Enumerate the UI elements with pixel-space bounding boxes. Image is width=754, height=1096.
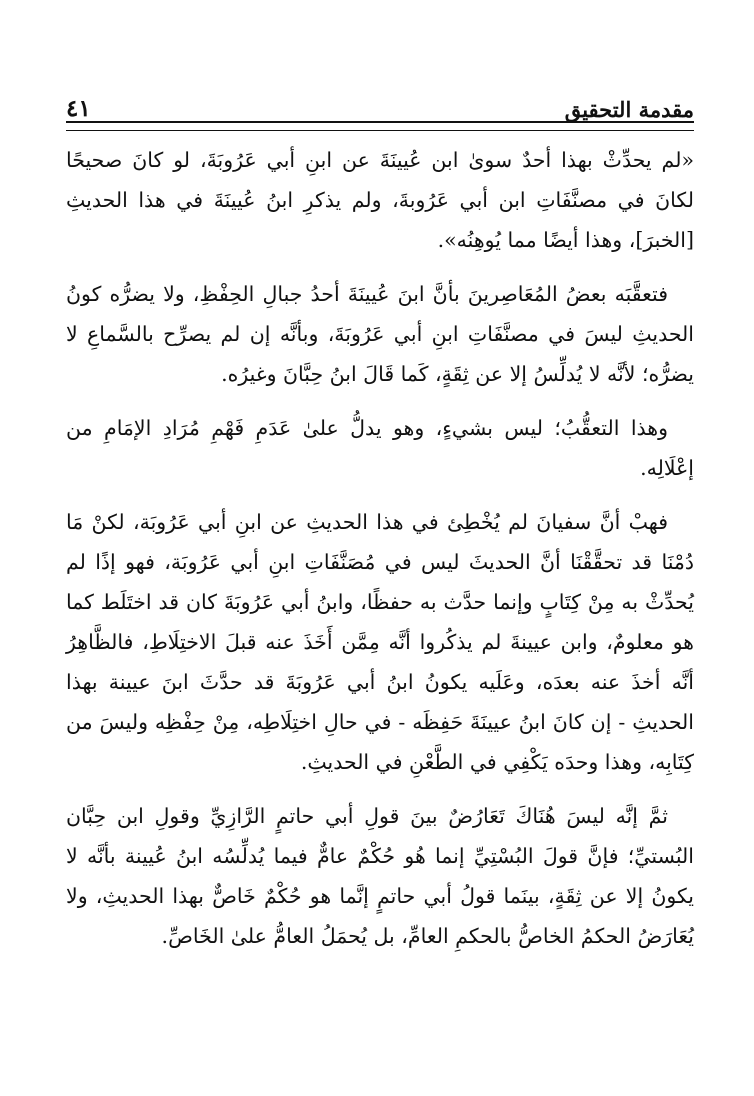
paragraph: وهذا التعقُّبُ؛ ليس بشيءٍ، وهو يدلُّ علىٰ عَدَمِ فَهْمِ مُرَادِ الإمَامِ من إعْلَالِه. (66, 416, 694, 480)
paragraph: ثمَّ إنَّه ليسَ هُنَاكَ تَعَارُضٌ بينَ قولِ أبي حاتمٍ الرَّازِيِّ وقولِ ابن حِبَّان البُستيِّ؛ فإنَّ قولَ البُسْتِيِّ إنما هُو حُكْمٌ عامٌّ فيما يُدلِّسُه ابنُ عُيينة بأنَّه لا يكونُ إلا عن ثِقَةٍ، بينَما قولُ أبي حاتمٍ إنَّما هو حُكْمٌ خَاصٌّ بهذا الحديثِ، ولا يُعَارَضُ الحكمُ الخاصُّ بالحكمِ العامِّ، بل يُحمَلُ العامُّ علىٰ الخَاصِّ. (66, 804, 694, 948)
paragraph-quote: «لم يحدِّثْ بهذا أحدٌ سوىٰ ابن عُيينَةَ عن ابنِ أبي عَرُوبَةَ، لو كانَ صحيحًا لكانَ في مصنَّفَاتِ ابن أبي عَرُوبةَ، ولم يذكرِ ابنُ عُيينَةَ في هذا الحديثِ [الخبرَ]، وهذا أيضًا مما يُوهِنُه». (66, 148, 694, 252)
header-rule (66, 121, 694, 131)
body-text (66, 140, 694, 970)
paragraph: فتعقَّبَه بعضُ المُعَاصِرينَ بأنَّ ابنَ عُيينَةَ أحدُ جبالِ الحِفْظِ، ولا يضرُّه كونُ الحديثِ ليسَ في مصنَّفَاتِ ابنِ أبي عَرُوبَةَ، وبأنَّه إن لم يصرِّح بالسَّماعِ لا يضرُّه؛ لأنَّه لا يُدلِّسُ إلا عن ثِقَةٍ، كَما قَالَ ابنُ حِبَّانَ وغيرُه. (66, 282, 694, 386)
running-title: مقدمة التحقيق (564, 97, 694, 122)
page-header (66, 84, 694, 120)
paragraph: فهبْ أنَّ سفيانَ لم يُخْطِئ في هذا الحديثِ عن ابنِ أبي عَرُوبَة، لكنْ مَا دُمْنَا قد تحقَّقْنَا أنَّ الحديثَ ليس في مُصَنَّفَاتِ ابنِ أبي عَرُوبَة، فهو إذًا لم يُحدِّثْ به مِنْ كِتَابٍ وإنما حدَّث به حفظًا، وابنُ أبي عَرُوبَةَ كان قد اختَلَط كما هو معلومٌ، وابن عيينةَ لم يذكُروا أنَّه مِمَّن أَخَذَ عنه قبلَ الاختِلَاطِ، فالظَّاهِرُ أنَّه أخذَ عنه بعدَه، وعَلَيه يكونُ ابنُ أبي عَرُوبَةَ قد حدَّثَ ابنَ عيينة بهذا الحديثِ - إن كانَ ابنُ عيينَةَ حَفِظَه - في حالِ اختِلَاطِه، مِنْ حِفْظِه وليسَ من كِتَابِه، وهذا وحدَه يَكْفِي في الطَّعْنِ في الحديثِ. (66, 510, 694, 774)
page-number: ٤١ (66, 95, 91, 122)
document-page (66, 0, 694, 1096)
